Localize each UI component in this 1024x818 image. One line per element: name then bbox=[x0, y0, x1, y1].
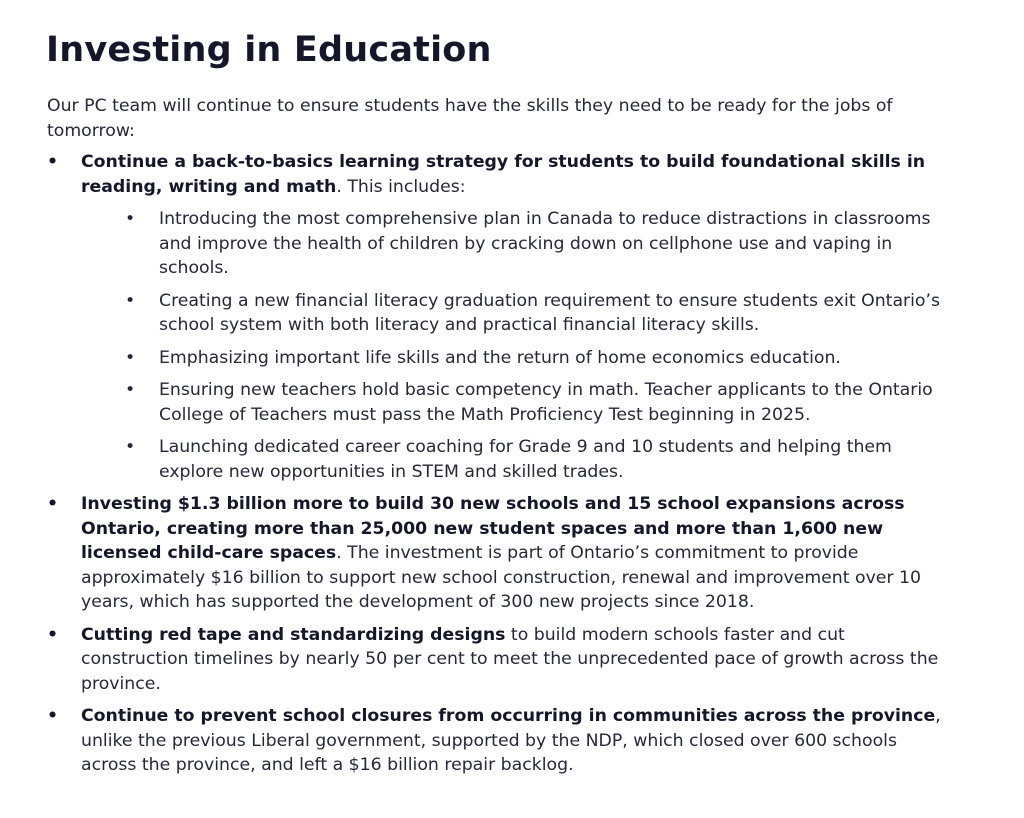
sub-item-text: Emphasizing important life skills and the return of home economics education. bbox=[159, 347, 841, 368]
bullet-icon: • bbox=[47, 706, 59, 726]
bullet-list bbox=[47, 150, 947, 778]
item-lead: Investing $1.3 billion more to build 30 new schools and 15 school expansions across Ontario, creating more than 25,000 new student spaces and more than 1,600 new licensed child-care spaces bbox=[81, 494, 905, 563]
item-lead: Cutting red tape and standardizing designs bbox=[81, 624, 506, 645]
bullet-icon: • bbox=[125, 437, 136, 457]
sub-list-item bbox=[81, 435, 947, 484]
sub-item-text: Launching dedicated career coaching for Grade 9 and 10 students and helping them explore new opportunities in STEM and skilled trades. bbox=[159, 437, 892, 482]
item-text: . The investment is part of Ontario’s commitment to provide approximately $16 billion to support new school construction, renewal and improvement over 10 years, which has supported the development of 300 new projects since 2018. bbox=[81, 543, 922, 612]
list-item bbox=[47, 492, 947, 615]
item-lead: Continue to prevent school closures from occurring in communities across the province bbox=[81, 706, 936, 726]
sub-list-item bbox=[81, 346, 947, 371]
list-item bbox=[47, 150, 947, 484]
bullet-icon: • bbox=[125, 290, 136, 311]
bullet-icon: • bbox=[47, 624, 59, 645]
sub-list-item bbox=[81, 289, 947, 338]
list-item bbox=[47, 704, 947, 778]
item-lead: Continue a back-to-basics learning strategy for students to build foundational skills in reading, writing and math bbox=[81, 152, 926, 197]
bullet-icon: • bbox=[125, 209, 136, 229]
sub-item-text: Introducing the most comprehensive plan in Canada to reduce distractions in classrooms and improve the health of children by cracking down on cellphone use and vaping in schools. bbox=[159, 209, 931, 278]
item-text: . This includes: bbox=[336, 176, 466, 197]
page-title: Investing in Education bbox=[46, 30, 492, 70]
intro-paragraph: Our PC team will continue to ensure students have the skills they need to be ready for the jobs of tomorrow: bbox=[47, 96, 893, 141]
bullet-icon: • bbox=[47, 152, 59, 172]
bullet-icon: • bbox=[125, 380, 136, 400]
sub-list-item bbox=[81, 378, 947, 427]
sub-bullet-list bbox=[81, 207, 947, 484]
sub-item-text: Ensuring new teachers hold basic competency in math. Teacher applicants to the Ontario College of Teachers must pass the Math Proficiency Test beginning in 2025. bbox=[159, 380, 933, 425]
bullet-icon: • bbox=[47, 494, 59, 514]
list-item bbox=[47, 623, 947, 697]
item-text: , unlike the previous Liberal government, supported by the NDP, which closed over 600 schools across the province, and left a $16 billion repair backlog. bbox=[81, 706, 941, 775]
bullet-icon: • bbox=[125, 347, 136, 368]
sub-item-text: Creating a new financial literacy graduation requirement to ensure students exit Ontario’s school system with both literacy and practical financial literacy skills. bbox=[159, 290, 941, 335]
item-text: to build modern schools faster and cut construction timelines by nearly 50 per cent to meet the unprecedented pace of growth across the province. bbox=[81, 624, 939, 694]
sub-list-item bbox=[81, 207, 947, 281]
